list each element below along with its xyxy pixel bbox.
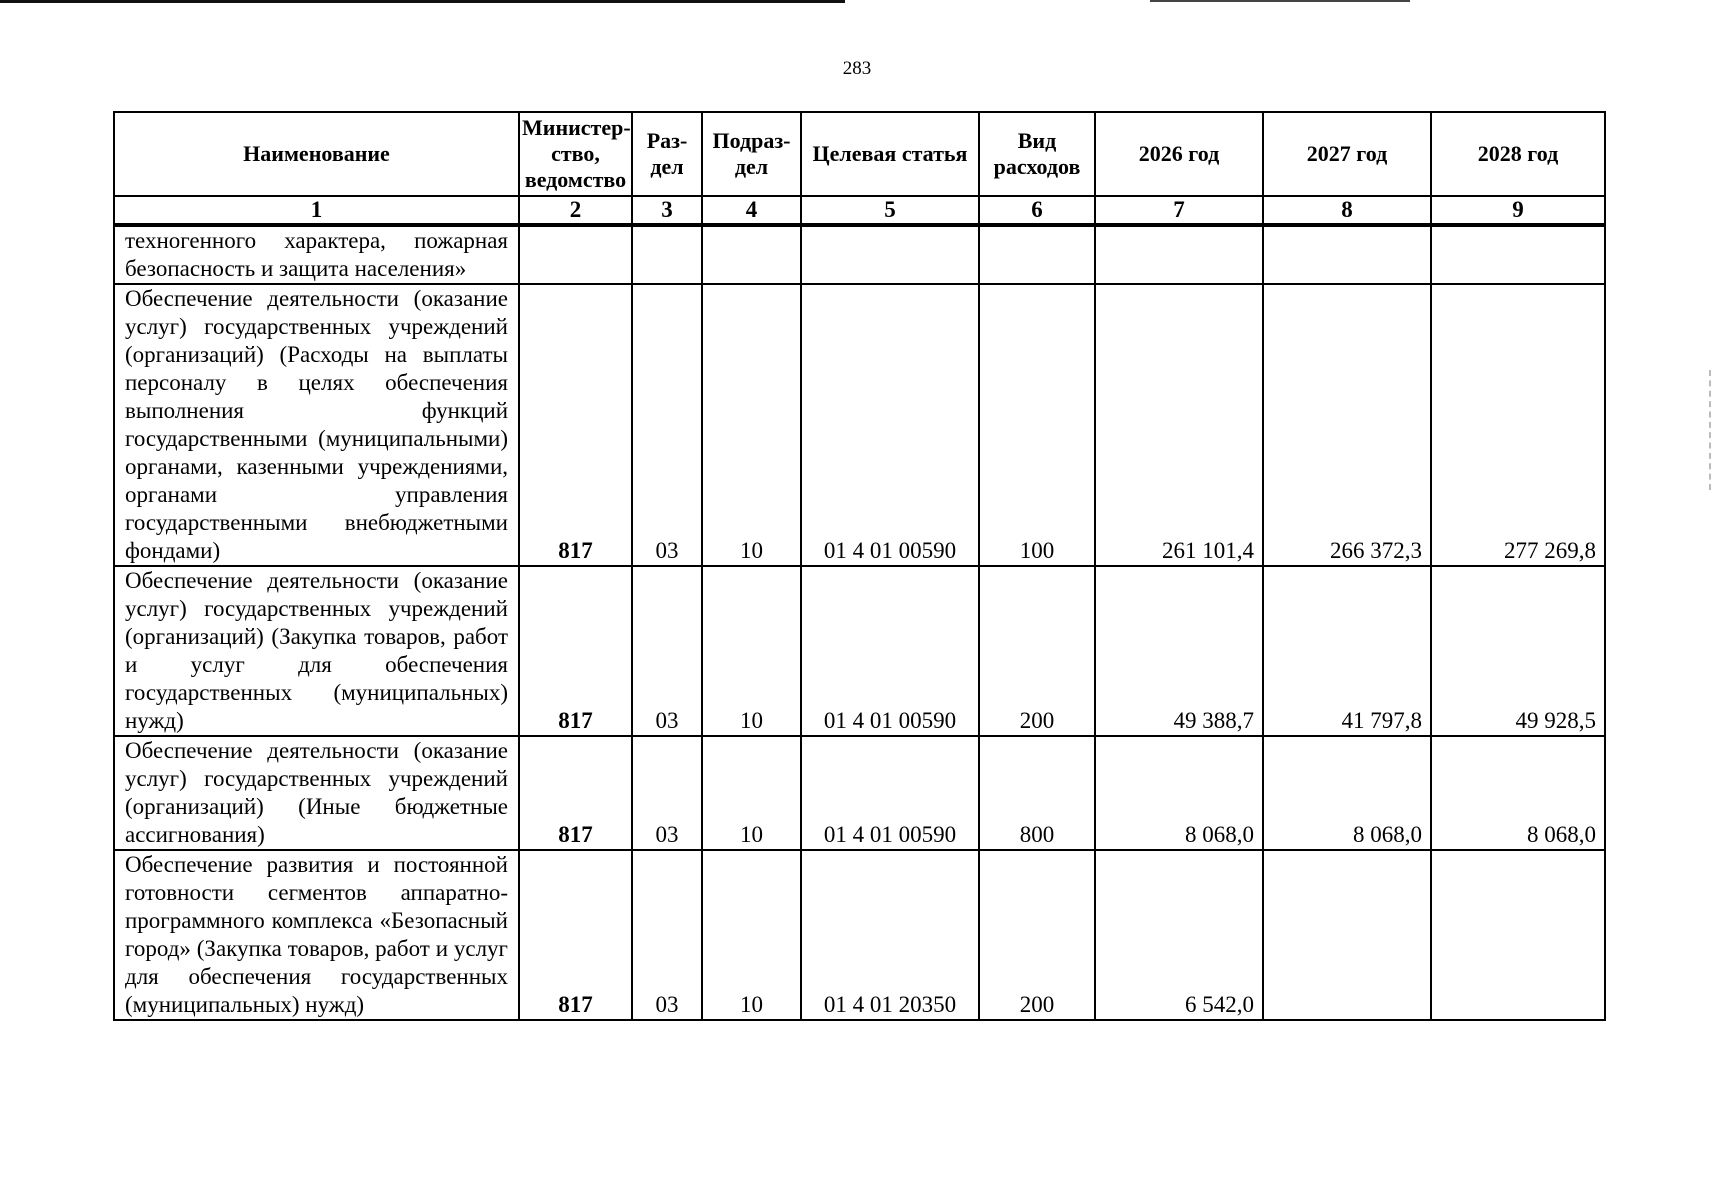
row-expense-type: 800 [979,736,1095,850]
row-ministry: 817 [519,736,632,850]
table-row [114,284,1605,566]
column-number: 6 [979,196,1095,225]
header-section: Раз-дел [632,112,702,196]
scan-edge-line [1150,0,1410,2]
row-name: техногенного характера, пожарная безопасность и защита населения» [114,225,519,284]
row-2028: 49 928,5 [1431,566,1605,736]
row-name: Обеспечение деятельности (оказание услуг) государственных учреждений (организаций) (Расходы на выплаты персоналу в целях обеспечения выполнения функций государственными (муниципальными) органами, казенными учреждениями, органами управления государственными внебюджетными фондами) [114,284,519,566]
table-row [114,225,1605,284]
row-2027: 266 372,3 [1263,284,1431,566]
row-2026: 8 068,0 [1095,736,1263,850]
table-row [114,736,1605,850]
column-number-row [114,196,1605,225]
row-ministry [519,225,632,284]
row-2027: 41 797,8 [1263,566,1431,736]
budget-table [113,111,1606,1021]
column-number: 5 [801,196,979,225]
column-number: 1 [114,196,519,225]
column-number: 3 [632,196,702,225]
row-subsection: 10 [702,850,801,1020]
header-target: Целевая статья [801,112,979,196]
scan-edge-line [0,0,845,3]
row-2026: 49 388,7 [1095,566,1263,736]
row-2027: 8 068,0 [1263,736,1431,850]
row-2026: 261 101,4 [1095,284,1263,566]
table-row [114,566,1605,736]
header-2026: 2026 год [1095,112,1263,196]
row-section [632,225,702,284]
row-section: 03 [632,284,702,566]
row-ministry: 817 [519,850,632,1020]
table-header-row [114,112,1605,196]
header-expense-type: Вид расходов [979,112,1095,196]
row-expense-type: 200 [979,850,1095,1020]
row-expense-type: 100 [979,284,1095,566]
row-target: 01 4 01 00590 [801,284,979,566]
scan-edge-mark [1707,370,1711,490]
row-target [801,225,979,284]
row-expense-type [979,225,1095,284]
row-target: 01 4 01 00590 [801,736,979,850]
header-name: Наименование [114,112,519,196]
row-subsection [702,225,801,284]
header-ministry: Министер-ство, ведомство [519,112,632,196]
row-2026: 6 542,0 [1095,850,1263,1020]
header-2028: 2028 год [1431,112,1605,196]
table-row [114,850,1605,1020]
row-2028 [1431,225,1605,284]
row-2026 [1095,225,1263,284]
row-section: 03 [632,850,702,1020]
page-number: 283 [842,58,872,79]
row-2027 [1263,225,1431,284]
column-number: 8 [1263,196,1431,225]
row-2028: 277 269,8 [1431,284,1605,566]
row-name: Обеспечение деятельности (оказание услуг) государственных учреждений (организаций) (Закупка товаров, работ и услуг для обеспечения государственных (муниципальных) нужд) [114,566,519,736]
row-target: 01 4 01 00590 [801,566,979,736]
row-2028 [1431,850,1605,1020]
row-2027 [1263,850,1431,1020]
header-2027: 2027 год [1263,112,1431,196]
row-target: 01 4 01 20350 [801,850,979,1020]
row-subsection: 10 [702,736,801,850]
row-subsection: 10 [702,566,801,736]
row-subsection: 10 [702,284,801,566]
column-number: 4 [702,196,801,225]
column-number: 9 [1431,196,1605,225]
row-2028: 8 068,0 [1431,736,1605,850]
header-subsection: Подраз-дел [702,112,801,196]
column-number: 7 [1095,196,1263,225]
row-name: Обеспечение развития и постоянной готовности сегментов аппаратно-программного комплекса «Безопасный город» (Закупка товаров, работ и услуг для обеспечения государственных (муниципальных) нужд) [114,850,519,1020]
column-number: 2 [519,196,632,225]
row-ministry: 817 [519,566,632,736]
row-section: 03 [632,566,702,736]
row-ministry: 817 [519,284,632,566]
row-section: 03 [632,736,702,850]
row-name: Обеспечение деятельности (оказание услуг) государственных учреждений (организаций) (Иные бюджетные ассигнования) [114,736,519,850]
row-expense-type: 200 [979,566,1095,736]
